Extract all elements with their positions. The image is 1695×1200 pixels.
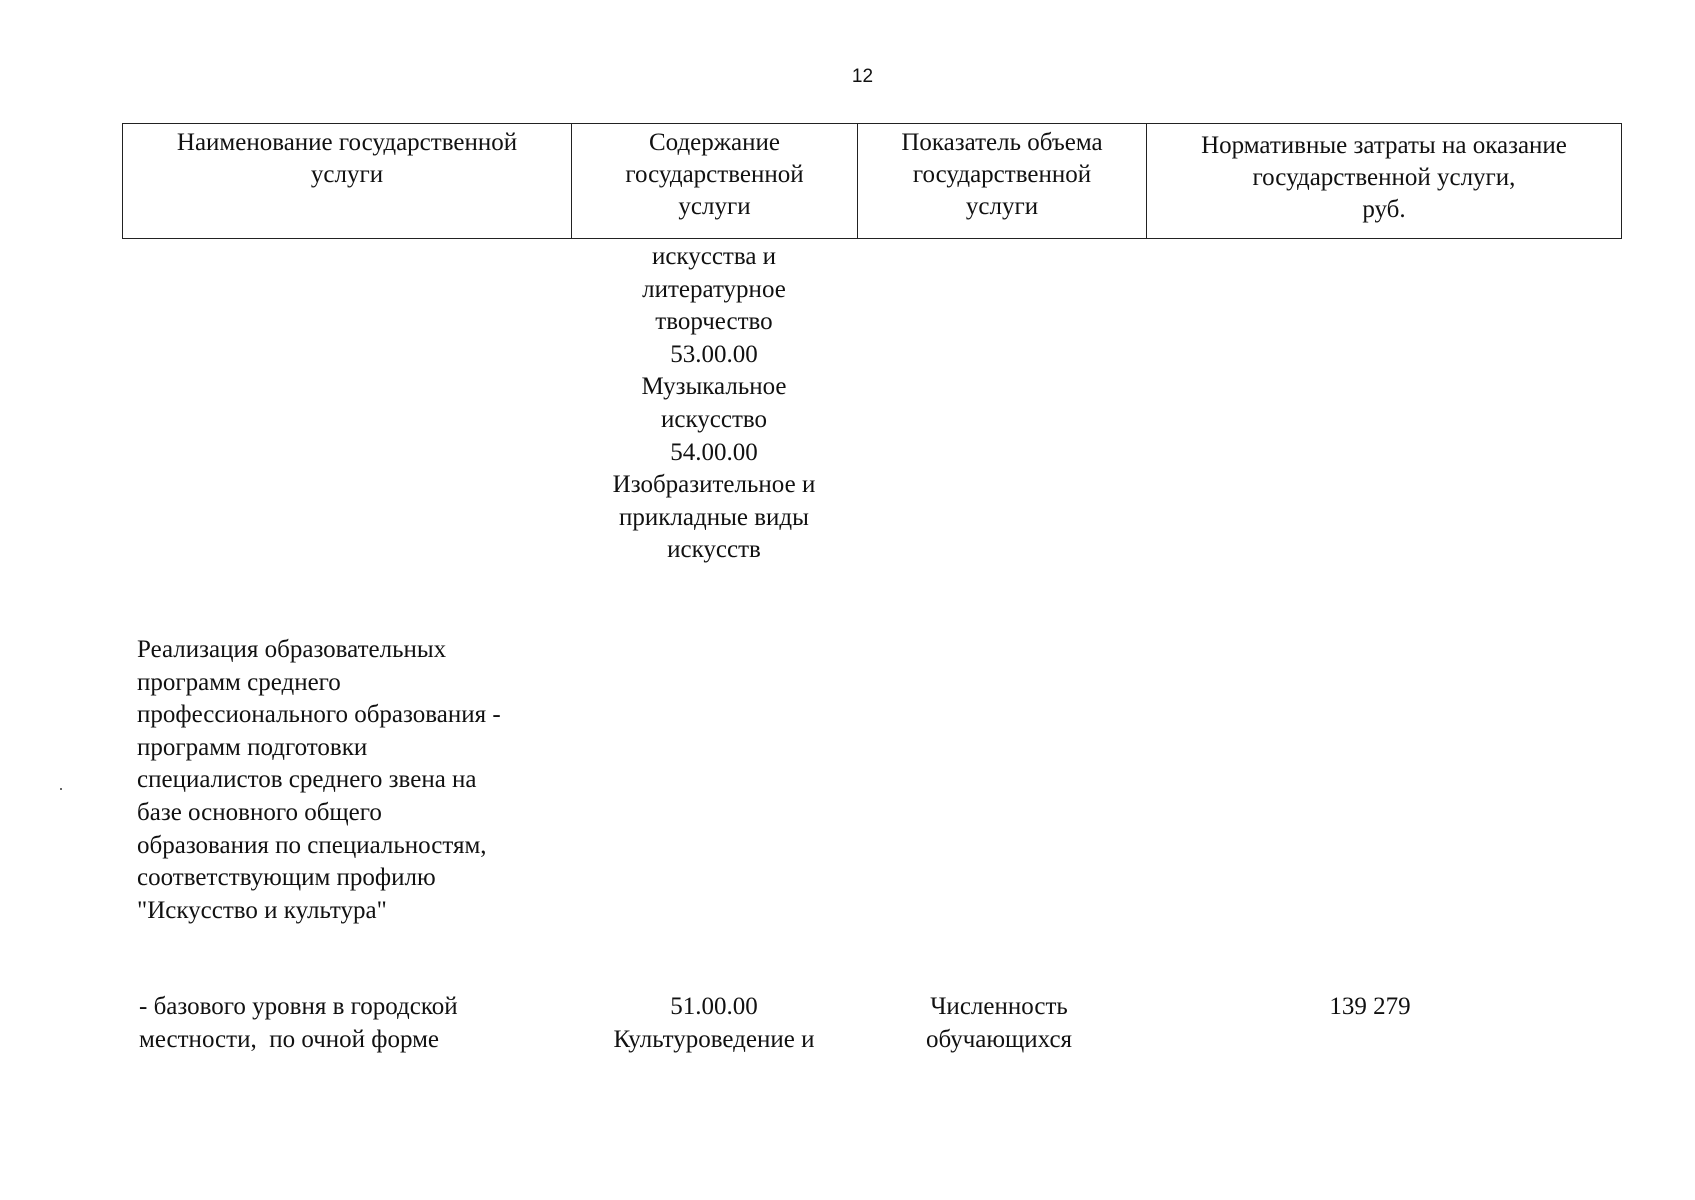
table-header	[122, 123, 1622, 239]
service-name-line: "Искусство и культура"	[137, 896, 387, 924]
row-volume-indicator	[860, 991, 1138, 1056]
row-name-line: местности, по очной форме	[139, 1025, 440, 1053]
service-content-continuation	[571, 241, 857, 567]
content-line: искусство	[660, 405, 768, 433]
header-text-line: услуги	[678, 193, 751, 220]
row-service-content	[571, 991, 857, 1056]
service-name-line: Реализация образовательных	[137, 636, 447, 663]
specialty-code: 51.00.00	[670, 993, 758, 1020]
header-text-line: государственной	[625, 161, 804, 188]
header-normative-costs	[1147, 124, 1621, 238]
content-line: прикладные виды	[619, 503, 809, 531]
content-line: литературное	[642, 275, 786, 303]
service-name-line: соответствующим профилю	[137, 864, 436, 892]
header-text-line: государственной услуги,	[1252, 164, 1516, 191]
header-service-content	[572, 124, 858, 238]
row-service-level	[139, 991, 579, 1056]
content-line: Музыкальное	[641, 373, 787, 401]
scan-speck	[60, 788, 62, 790]
header-text-line: Содержание	[649, 129, 780, 156]
row-content-line: Культуроведение и	[613, 1025, 815, 1053]
service-name-line: программ подготовки	[137, 733, 368, 761]
service-name-line: образования по специальностям,	[137, 831, 487, 859]
header-text-line: руб.	[1362, 196, 1406, 223]
content-line: искусств	[667, 536, 761, 564]
service-name	[137, 634, 577, 927]
content-line: Изобразительное и	[612, 471, 816, 499]
service-name-line: базе основного общего	[137, 798, 382, 826]
row-indicator-line: Численность	[930, 993, 1068, 1020]
content-line: искусства и	[651, 243, 777, 270]
row-normative-cost: 139 279	[1329, 993, 1411, 1020]
specialty-code: 54.00.00	[670, 438, 758, 466]
header-text-line: государственной	[912, 161, 1092, 188]
row-indicator-line: обучающихся	[925, 1025, 1073, 1053]
header-text-line: Наименование государственной	[176, 129, 518, 156]
header-service-name	[123, 124, 572, 238]
header-volume-indicator	[858, 124, 1147, 238]
service-name-line: специалистов среднего звена на	[137, 766, 477, 794]
content-line: творчество	[655, 308, 773, 336]
header-text-line: Нормативные затраты на оказание	[1201, 132, 1567, 159]
page-number: 12	[851, 66, 874, 87]
header-text-line: услуги	[310, 161, 384, 188]
header-text-line: услуги	[965, 193, 1039, 220]
service-name-line: профессионального образования -	[137, 701, 501, 729]
service-name-line: программ среднего	[137, 668, 341, 696]
specialty-code: 53.00.00	[670, 340, 758, 368]
row-name-line: - базового уровня в городской	[139, 993, 458, 1020]
header-text-line: Показатель объема	[901, 129, 1103, 156]
